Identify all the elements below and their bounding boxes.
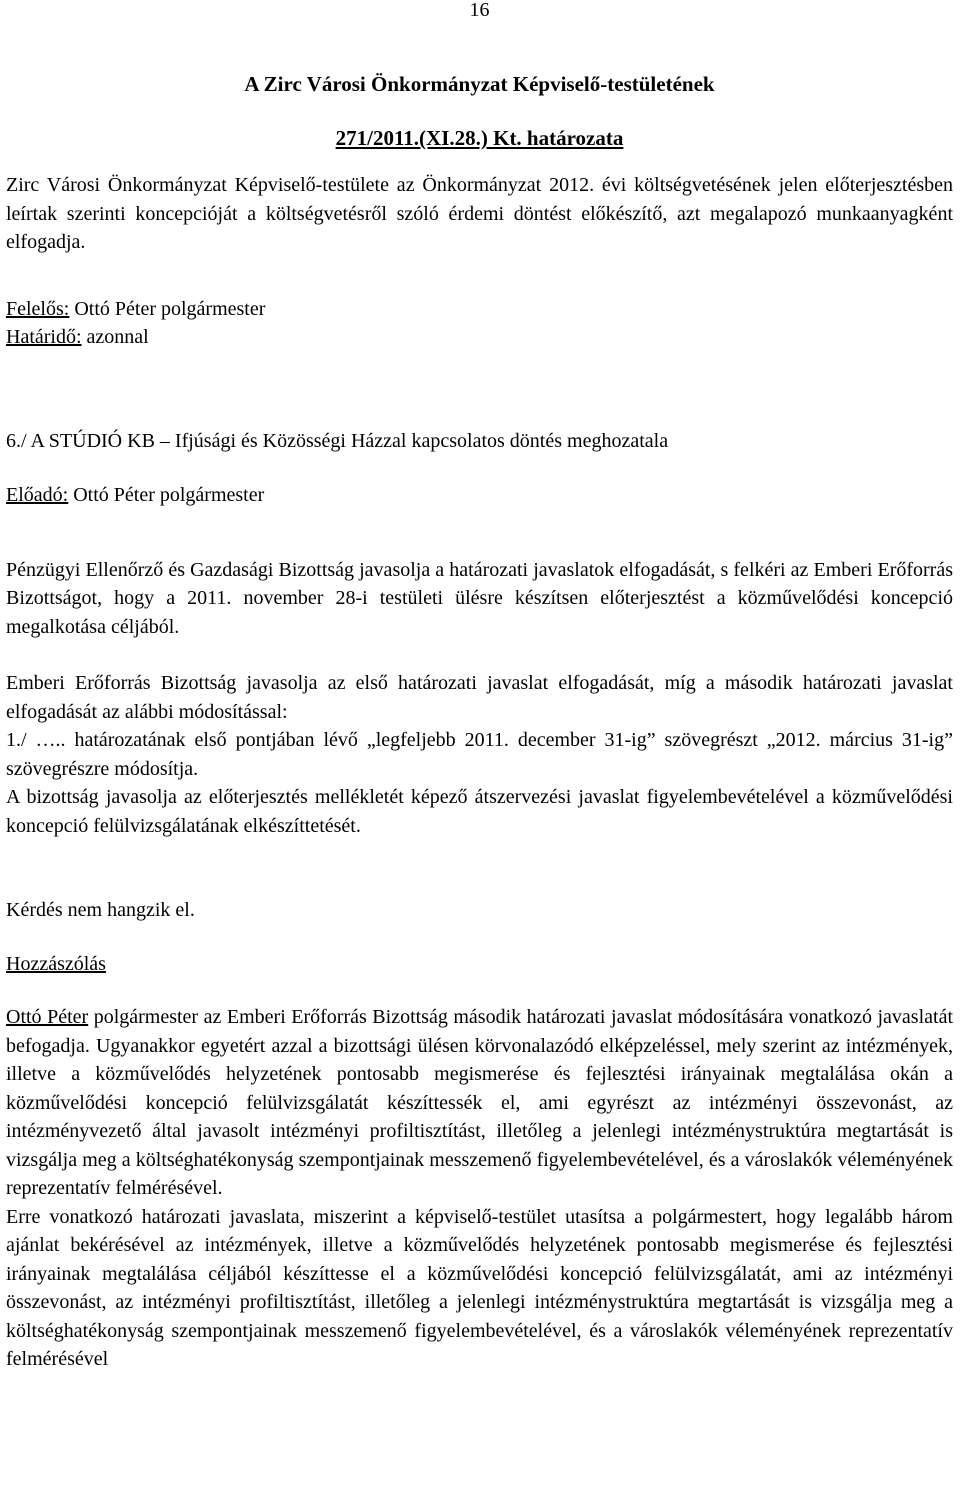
presenter-line <box>6 481 953 510</box>
agenda-item: 6./ A STÚDIÓ KB – Ifjúsági és Közösségi Házzal kapcsolatos döntés meghozatala <box>6 429 669 452</box>
document-heading: A Zirc Városi Önkormányzat Képviselő-testületének <box>244 72 715 96</box>
hr-committee-proposal: A bizottság javasolja az előterjesztés mellékletét képező átszervezési javaslat figyelembevételével a közművelődési koncepció felülvizsgálatának elkészíttetését. <box>6 786 953 837</box>
comment-speaker: Ottó Péter <box>6 1006 89 1028</box>
deadline-line <box>6 323 953 352</box>
comment-paragraph-2: Erre vonatkozó határozati javaslata, miszerint a képviselő-testület utasítsa a polgármestert, hogy legalább három ajánlat bekérésével az intézmények, illetve a közművelődés helyzetének pontosabb megismerése és fejlesztési irányainak megtalálása céljából készíttesse el a közművelődési koncepció felülvizsgálatát, ami az intézményi összevonást, az intézményi profiltisztítást, illetőleg a jelenlegi intézménystruktúra megtartását is vizsgálja meg a költséghatékonyság szempontjainak messzemenő figyelembevételével, és a városlakók véleményének reprezentatív felmérésével <box>6 1205 953 1370</box>
presenter-label: Előadó: <box>6 484 69 506</box>
question-text: Kérdés nem hangzik el. <box>6 899 195 921</box>
finance-committee-text: Pénzügyi Ellenőrző és Gazdasági Bizottság javasolja a határozati javaslatok elfogadását, s felkéri az Emberi Erőforrás Bizottságot, hogy a 2011. november 28-i testületi ülésre készítsen előterjesztést a közművelődési koncepció megalkotása céljából. <box>6 558 953 638</box>
presenter-value: Ottó Péter polgármester <box>68 484 265 506</box>
responsible-value: Ottó Péter polgármester <box>69 297 266 320</box>
deadline-value: azonnal <box>81 326 149 348</box>
resolution-text: Zirc Városi Önkormányzat Képviselő-testülete az Önkormányzat 2012. évi költségvetésének jelen előterjesztésben leírtak szerinti koncepcióját a költségvetésről szóló érdemi döntést előkészítő, azt megalapozó munkaanyagként elfogadja. <box>6 174 953 253</box>
page-number: 16 <box>469 0 490 21</box>
comment-title: Hozzászólás <box>6 952 106 975</box>
comment-text-1: polgármester az Emberi Erőforrás Bizottság második határozati javaslat módosítására vonatkozó javaslatát befogadja. Ugyanakkor egyetért azzal a bizottsági ülésen körvonalazódó elképzeléssel, mely szerint az intézmények, illetve a közművelődés helyzetének pontosabb megismerése és fejlesztési irányainak megtalálása okán a közművelődési koncepció felülvizsgálatát készíttessék el, ami egyrészt az intézményi összevonást, az intézményvezető által javasolt intézményi profiltisztítást, illetőleg a jelenlegi intézménystruktúra megtartását is vizsgálja meg a költséghatékonyság szempontjainak messzemenő figyelembevételével, és a városlakók véleményének reprezentatív felmérésével. <box>6 1006 953 1199</box>
hr-committee-text: Emberi Erőforrás Bizottság javasolja az első határozati javaslat elfogadását, míg a második határozati javaslat elfogadását az alábbi módosítással: <box>6 672 953 723</box>
document-page <box>6 0 953 1374</box>
hr-committee-amendment: 1./ ….. határozatának első pontjában lévő „legfeljebb 2011. december 31-ig” szövegrészt „2012. március 31-ig” szövegrészre módosítja. <box>6 729 953 780</box>
decision-number: 271/2011.(XI.28.) Kt. határozata <box>335 126 624 150</box>
comment-paragraph <box>6 1003 953 1203</box>
responsible-label: Felelős: <box>6 297 70 320</box>
deadline-label: Határidő: <box>6 326 82 348</box>
responsible-line <box>6 295 953 324</box>
